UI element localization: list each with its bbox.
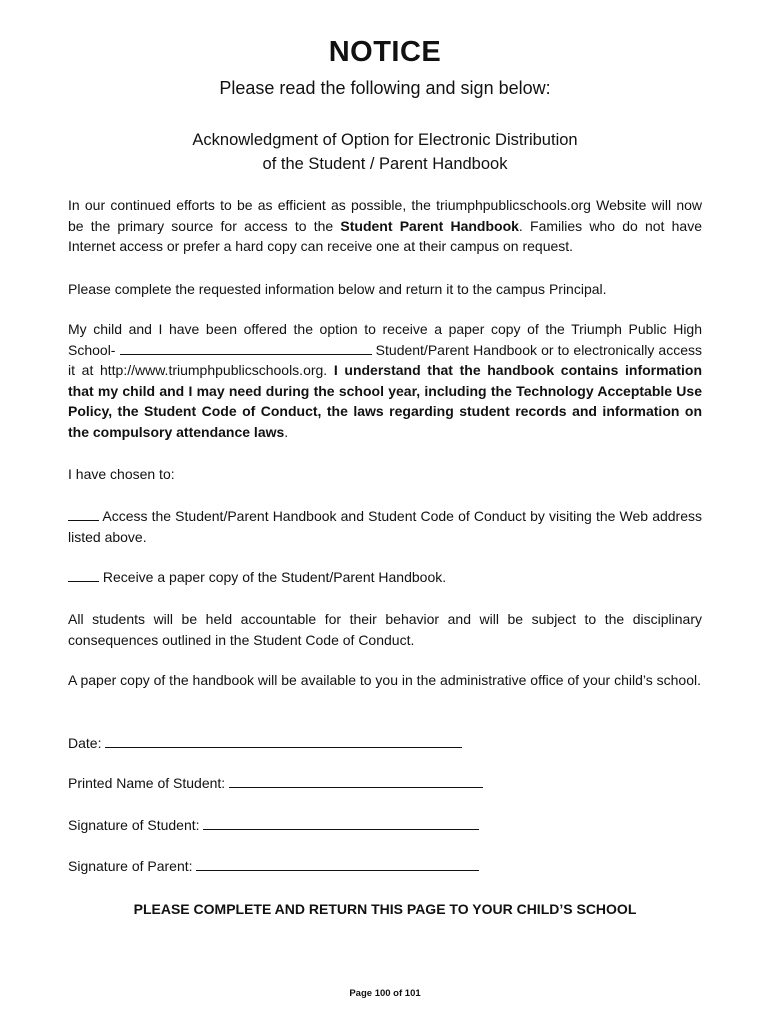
parent-signature-row	[68, 856, 702, 877]
chosen-label: I have chosen to:	[68, 466, 175, 482]
consent-text-c: .	[284, 423, 289, 440]
date-label: Date:	[68, 735, 102, 751]
school-name-field[interactable]	[120, 341, 372, 355]
ack-line-2: of the Student / Parent Handbook	[262, 155, 508, 173]
notice-title: NOTICE	[328, 36, 442, 68]
option-paper-copy-label: Receive a paper copy of the Student/Parent Handbook.	[102, 569, 447, 585]
option-paper-copy-checkbox[interactable]	[68, 568, 99, 582]
date-field[interactable]	[105, 734, 462, 748]
option-web-access	[68, 506, 702, 547]
option-web-access-checkbox[interactable]	[68, 507, 99, 521]
option-web-access-label: Access the Student/Parent Handbook and Student Code of Conduct by visiting the Web address listed above.	[68, 508, 703, 545]
page-number: Page 100 of 101	[349, 988, 421, 999]
option-paper-copy	[68, 567, 702, 588]
student-signature-row	[68, 815, 702, 836]
handbook-name-bold: Student Parent Handbook	[340, 217, 519, 234]
date-row	[68, 733, 702, 754]
intro-text-b: . Families who do not have Internet access or prefer a hard copy can receive one at their campus on request.	[68, 217, 703, 254]
parent-signature-label: Signature of Parent:	[68, 858, 193, 874]
intro-text-a: In our continued efforts to be as efficient as possible, the triumphpublicschools.org Website will now be the primary source for access to the	[68, 197, 702, 234]
paper-copy-paragraph: A paper copy of the handbook will be available to you in the administrative office of your child’s school.	[68, 672, 701, 688]
student-name-row	[68, 773, 702, 794]
ack-line-1: Acknowledgment of Option for Electronic Distribution	[192, 131, 578, 149]
consent-text-a: My child and I have been offered the option to receive a paper copy of the Triumph Public High School-	[68, 321, 702, 358]
consent-bold-statement: I understand that the handbook contains information that my child and I may need during the school year, including the Technology Acceptable Use Policy, the Student Code of Conduct, the laws regarding student records and information on the compulsory attendance laws	[68, 362, 703, 440]
parent-signature-field[interactable]	[196, 857, 479, 871]
notice-subtitle: Please read the following and sign below:	[219, 78, 551, 98]
student-signature-label: Signature of Student:	[68, 817, 200, 833]
return-instruction: PLEASE COMPLETE AND RETURN THIS PAGE TO YOUR CHILD’S SCHOOL	[133, 901, 637, 917]
student-name-label: Printed Name of Student:	[68, 775, 226, 791]
accountability-paragraph: All students will be held accountable for their behavior and will be subject to the disciplinary consequences outlined in the Student Code of Conduct.	[68, 611, 702, 648]
instructions-paragraph: Please complete the requested information below and return it to the campus Principal.	[68, 281, 607, 297]
student-name-field[interactable]	[229, 774, 483, 788]
acknowledgment-heading	[0, 128, 770, 176]
intro-paragraph	[68, 195, 702, 257]
consent-paragraph	[68, 319, 702, 442]
student-signature-field[interactable]	[203, 816, 479, 830]
consent-text-b: Student/Parent Handbook or to electronically access it at http://www.triumphpublicschools.org.	[68, 341, 703, 378]
